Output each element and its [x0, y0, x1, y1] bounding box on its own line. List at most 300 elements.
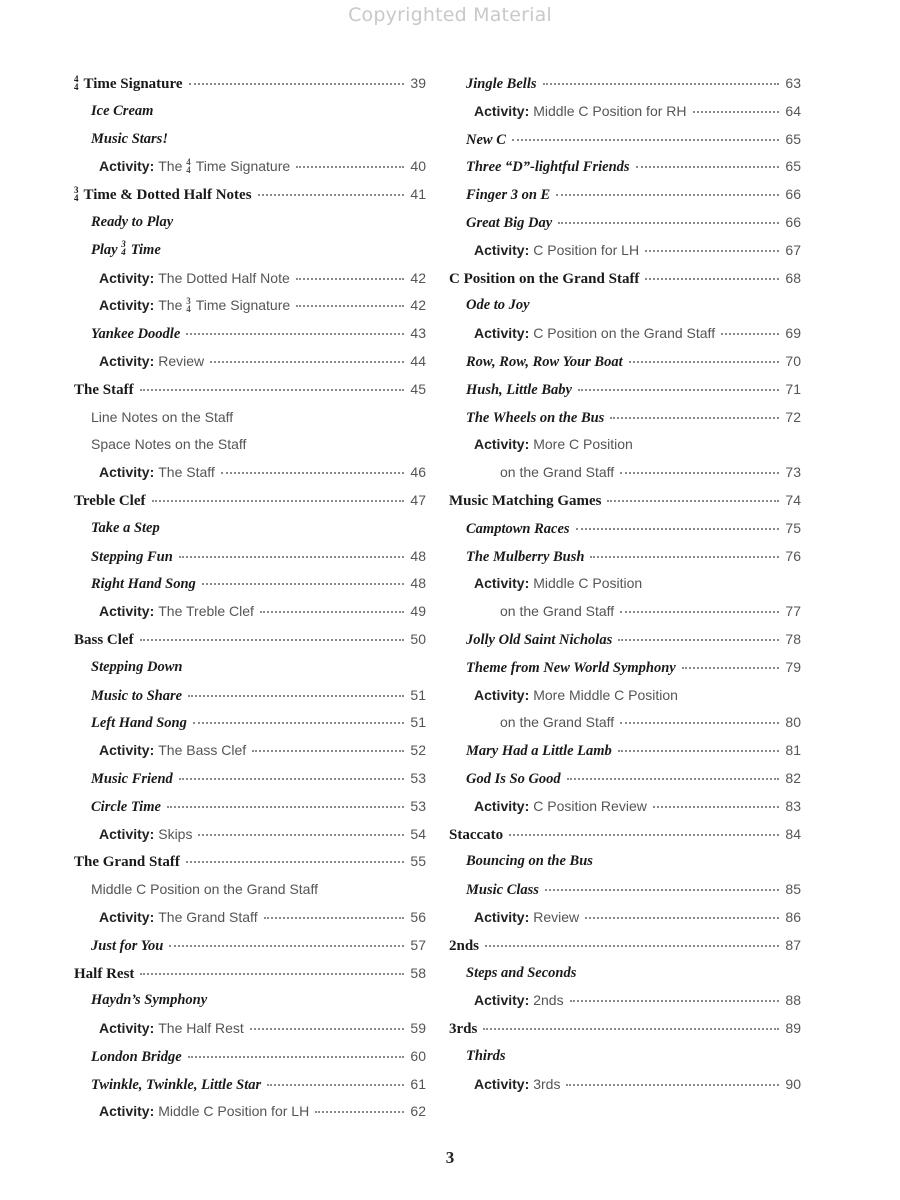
toc-page-number: 53 — [410, 769, 426, 786]
toc-entry[interactable] — [449, 103, 801, 131]
time-signature-bottom: 4 — [74, 81, 79, 92]
copyright-watermark: Copyrighted Material — [348, 4, 552, 26]
toc-entry[interactable] — [449, 881, 801, 909]
time-signature-icon — [74, 186, 79, 202]
toc-entry[interactable] — [449, 186, 801, 214]
toc-entry[interactable] — [449, 770, 801, 798]
toc-entry[interactable] — [449, 270, 801, 298]
toc-entry[interactable] — [74, 714, 426, 742]
toc-entry[interactable] — [74, 1020, 426, 1048]
toc-page-number: 46 — [410, 464, 426, 481]
activity-label: Activity: — [474, 241, 530, 258]
dot-leader — [296, 278, 405, 280]
dot-leader — [618, 750, 780, 752]
dot-leader — [590, 556, 779, 558]
toc-entry[interactable] — [449, 714, 801, 742]
title-text: Mary Had a Little Lamb — [466, 743, 612, 760]
activity-label: Activity: — [474, 102, 530, 119]
title-text: God Is So Good — [466, 770, 561, 787]
toc-entry[interactable] — [74, 742, 426, 770]
title-text: London Bridge — [91, 1048, 182, 1065]
activity-label: Activity: — [99, 269, 155, 286]
toc-page-number: 60 — [410, 1047, 426, 1064]
toc-entry-title — [91, 409, 233, 425]
toc-page-number: 85 — [785, 881, 801, 898]
title-text: Take a Step — [91, 519, 160, 536]
title-text: Music Friend — [91, 770, 173, 787]
title-text: Ice Cream — [91, 102, 154, 119]
toc-entry[interactable] — [74, 798, 426, 826]
toc-page-number: 54 — [410, 825, 426, 842]
dot-leader — [620, 472, 779, 474]
toc-entry[interactable] — [74, 325, 426, 353]
dot-leader — [189, 83, 405, 85]
dot-leader — [193, 722, 405, 724]
toc-entry-title — [74, 184, 252, 204]
dot-leader — [140, 973, 404, 975]
toc-page-number: 72 — [785, 408, 801, 425]
toc-entry[interactable] — [74, 520, 426, 548]
toc-page-number: 80 — [785, 714, 801, 731]
title-prefix: Play — [91, 241, 118, 258]
toc-entry[interactable] — [449, 937, 801, 965]
toc-entry[interactable] — [74, 575, 426, 603]
toc-entry[interactable] — [74, 239, 426, 270]
toc-page-number: 68 — [785, 269, 801, 286]
toc-entry[interactable] — [74, 631, 426, 659]
toc-entry-title — [474, 798, 647, 814]
activity-label: Activity: — [99, 297, 155, 314]
dot-leader — [169, 945, 404, 947]
dot-leader — [188, 1056, 405, 1058]
toc-entry[interactable] — [74, 548, 426, 576]
toc-entry[interactable] — [74, 409, 426, 437]
toc-entry-title — [74, 73, 183, 93]
dot-leader — [296, 166, 404, 168]
dot-leader — [198, 834, 404, 836]
toc-page-number: 43 — [410, 325, 426, 342]
toc-entry-title — [99, 909, 258, 925]
toc-page-number: 73 — [785, 464, 801, 481]
time-signature-icon — [186, 297, 191, 313]
title-text: Time — [130, 241, 161, 258]
title-text: Music Class — [466, 882, 539, 899]
toc-page-number: 44 — [410, 352, 426, 369]
title-text: on the Grand Staff — [500, 714, 615, 731]
dot-leader — [260, 611, 404, 613]
toc-page-number: 42 — [410, 269, 426, 286]
toc-page-number: 52 — [410, 742, 426, 759]
title-text: Theme from New World Symphony — [466, 659, 676, 676]
title-text: Space Notes on the Staff — [91, 436, 247, 453]
activity-label: Activity: — [474, 1075, 530, 1092]
dot-leader — [315, 1111, 404, 1113]
toc-page-number: 67 — [785, 241, 801, 258]
toc-entry-title — [466, 521, 570, 538]
title-text: Treble Clef — [74, 492, 146, 509]
activity-label: Activity: — [99, 742, 155, 759]
dot-leader — [567, 778, 780, 780]
toc-entry-title — [500, 714, 614, 730]
toc-page-number: 82 — [785, 769, 801, 786]
toc-entry[interactable] — [449, 492, 801, 520]
dot-leader — [558, 222, 779, 224]
toc-entry[interactable] — [74, 158, 426, 186]
title-text: Stepping Down — [91, 658, 183, 675]
time-signature-icon — [121, 240, 126, 256]
toc-page-number: 87 — [785, 936, 801, 953]
title-text: Just for You — [91, 937, 164, 954]
toc-entry[interactable] — [449, 853, 801, 881]
toc-entry[interactable] — [74, 214, 426, 242]
toc-entry[interactable] — [449, 631, 801, 659]
toc-entry-title — [91, 131, 168, 148]
dot-leader — [620, 611, 779, 613]
toc-entry-title — [91, 688, 182, 705]
title-text: C Position for LH — [533, 241, 640, 258]
activity-label: Activity: — [99, 464, 155, 481]
dot-leader — [645, 278, 779, 280]
title-text: Time Signature — [83, 76, 183, 92]
toc-entry[interactable] — [449, 548, 801, 576]
toc-entry-title — [466, 965, 576, 982]
title-text: More C Position — [533, 436, 633, 453]
toc-entry[interactable] — [449, 520, 801, 548]
toc-page-number: 42 — [410, 297, 426, 314]
time-signature-icon — [186, 158, 191, 174]
dot-leader — [258, 194, 405, 196]
title-text: The Mulberry Bush — [466, 548, 585, 565]
toc-page-number: 63 — [785, 75, 801, 91]
toc-page-number: 41 — [410, 186, 426, 203]
toc-page-number: 64 — [785, 102, 801, 119]
title-text: Stepping Fun — [91, 548, 173, 565]
title-text: Staccato — [449, 826, 504, 843]
toc-entry-title — [91, 520, 160, 537]
toc-entry-title — [99, 826, 192, 842]
title-text: Review — [533, 908, 580, 925]
toc-entry[interactable] — [74, 1048, 426, 1076]
dot-leader — [188, 695, 404, 697]
toc-entry[interactable] — [449, 1048, 801, 1076]
dot-leader — [585, 917, 779, 919]
toc-entry[interactable] — [74, 1103, 426, 1131]
toc-page-number: 88 — [785, 992, 801, 1009]
toc-page-number: 84 — [785, 825, 801, 842]
dot-leader — [167, 806, 404, 808]
toc-page-number: 74 — [785, 491, 801, 508]
toc-entry[interactable] — [449, 75, 801, 103]
title-text: Middle C Position for RH — [533, 102, 687, 119]
title-text: on the Grand Staff — [500, 464, 615, 481]
toc-entry-title — [91, 771, 173, 788]
toc-page-number: 51 — [410, 714, 426, 731]
toc-entry[interactable] — [449, 297, 801, 325]
toc-entry[interactable] — [449, 436, 801, 464]
toc-entry-title — [99, 603, 254, 619]
title-text: New C — [466, 131, 506, 148]
toc-entry-title — [99, 297, 290, 314]
toc-entry-title — [74, 854, 180, 871]
toc-entry[interactable] — [74, 603, 426, 631]
title-text: Left Hand Song — [91, 715, 187, 732]
toc-page-number: 76 — [785, 547, 801, 564]
toc-entry-title — [449, 938, 479, 955]
toc-entry[interactable] — [74, 909, 426, 937]
toc-entry[interactable] — [74, 353, 426, 381]
time-signature-bottom: 4 — [186, 303, 191, 314]
toc-entry[interactable] — [449, 353, 801, 381]
title-text: The Wheels on the Bus — [466, 409, 605, 426]
dot-leader — [682, 667, 780, 669]
title-text: Review — [158, 352, 205, 369]
dot-leader — [202, 583, 405, 585]
toc-entry[interactable] — [74, 965, 426, 993]
toc-entry[interactable] — [74, 937, 426, 965]
toc-entry[interactable] — [449, 826, 801, 854]
dot-leader — [556, 194, 779, 196]
toc-entry-title — [466, 549, 584, 566]
toc-page-number: 89 — [785, 1020, 801, 1037]
toc-entry-title — [466, 853, 593, 870]
toc-page-number: 66 — [785, 213, 801, 230]
toc-entry-title — [474, 909, 579, 925]
toc-entry[interactable] — [449, 965, 801, 993]
dot-leader — [721, 333, 779, 335]
title-text: The Half Rest — [158, 1020, 244, 1037]
title-text: Steps and Seconds — [466, 964, 577, 981]
toc-page-number: 90 — [785, 1075, 801, 1092]
activity-label: Activity: — [99, 158, 155, 175]
toc-entry-title — [91, 938, 163, 955]
toc-entry[interactable] — [449, 1020, 801, 1048]
toc-entry-title — [449, 1021, 477, 1038]
toc-entry[interactable] — [74, 687, 426, 715]
title-text: Circle Time — [91, 798, 161, 815]
toc-entry[interactable] — [74, 270, 426, 298]
toc-entry-title — [74, 493, 146, 510]
dot-leader — [512, 139, 780, 141]
toc-entry-title — [466, 632, 612, 649]
toc-entry[interactable] — [74, 464, 426, 492]
toc-page-number: 39 — [410, 75, 426, 91]
title-text: Bouncing on the Bus — [466, 853, 593, 870]
toc-entry-title — [500, 603, 614, 619]
toc-entry[interactable] — [74, 853, 426, 881]
toc-page-number: 65 — [785, 158, 801, 175]
toc-entry[interactable] — [74, 186, 426, 214]
toc-entry-title — [466, 743, 612, 760]
toc-page-number: 77 — [785, 603, 801, 620]
activity-label: Activity: — [99, 1020, 155, 1037]
toc-entry[interactable] — [74, 492, 426, 520]
toc-page-number: 48 — [410, 547, 426, 564]
title-text: 2nds — [533, 992, 564, 1009]
dot-leader — [267, 1084, 404, 1086]
title-prefix: The — [158, 158, 183, 175]
toc-page-number: 56 — [410, 908, 426, 925]
activity-label: Activity: — [474, 575, 530, 592]
dot-leader — [645, 250, 779, 252]
toc-entry-title — [474, 992, 564, 1008]
toc-entry-title — [466, 76, 537, 93]
toc-page-number: 51 — [410, 686, 426, 703]
time-signature-top: 4 — [186, 156, 191, 167]
activity-label: Activity: — [474, 325, 530, 342]
dot-leader — [610, 417, 779, 419]
toc-page-number: 48 — [410, 575, 426, 592]
toc-entry[interactable] — [74, 826, 426, 854]
title-text: Half Rest — [74, 965, 135, 982]
toc-entry-title — [99, 1103, 309, 1119]
time-signature-top: 3 — [121, 239, 126, 250]
title-text: 3rds — [449, 1021, 478, 1038]
toc-entry[interactable] — [449, 575, 801, 603]
toc-entry[interactable] — [74, 297, 426, 325]
toc-entry[interactable] — [449, 603, 801, 631]
title-text: Thirds — [466, 1047, 506, 1064]
toc-entry-title — [466, 187, 550, 204]
toc-entry-title — [500, 464, 614, 480]
title-text: Skips — [158, 825, 193, 842]
toc-entry[interactable] — [449, 381, 801, 409]
dot-leader — [221, 472, 405, 474]
dot-leader — [543, 83, 780, 85]
toc-entry-title — [466, 354, 623, 371]
dot-leader — [250, 1028, 405, 1030]
toc-entry[interactable] — [74, 992, 426, 1020]
dot-leader — [264, 917, 405, 919]
toc-entry[interactable] — [449, 158, 801, 186]
time-signature-top: 3 — [74, 184, 79, 195]
title-text: Three “D”-lightful Friends — [466, 159, 630, 176]
dot-leader — [179, 556, 405, 558]
toc-entry[interactable] — [449, 242, 801, 270]
dot-leader — [578, 389, 779, 391]
toc-page-number: 65 — [785, 130, 801, 147]
toc-entry[interactable] — [449, 464, 801, 492]
toc-page-number: 83 — [785, 797, 801, 814]
dot-leader — [483, 1028, 779, 1030]
toc-entry-title — [474, 436, 633, 452]
toc-entry-title — [91, 1077, 261, 1094]
dot-leader — [509, 834, 779, 836]
toc-entry[interactable] — [74, 1076, 426, 1104]
toc-entry[interactable] — [449, 214, 801, 242]
dot-leader — [620, 722, 779, 724]
toc-entry[interactable] — [449, 325, 801, 353]
dot-leader — [576, 528, 780, 530]
title-text: Yankee Doodle — [91, 326, 181, 343]
toc-entry-title — [91, 881, 318, 897]
activity-label: Activity: — [99, 1103, 155, 1120]
toc-entry[interactable] — [449, 798, 801, 826]
activity-label: Activity: — [99, 352, 155, 369]
title-text: Haydn’s Symphony — [91, 992, 208, 1009]
toc-entry[interactable] — [449, 659, 801, 687]
title-text: C Position on the Grand Staff — [449, 270, 640, 287]
toc-entry-title — [99, 742, 246, 758]
toc-entry-title — [474, 575, 642, 591]
dot-leader — [653, 806, 780, 808]
toc-entry-title — [99, 353, 204, 369]
toc-entry-title — [466, 159, 630, 176]
activity-label: Activity: — [474, 992, 530, 1009]
title-text: The Dotted Half Note — [158, 269, 290, 286]
title-text: 2nds — [449, 937, 480, 954]
toc-entry[interactable] — [74, 381, 426, 409]
toc-entry[interactable] — [74, 436, 426, 464]
dot-leader — [618, 639, 779, 641]
dot-leader — [629, 361, 780, 363]
toc-entry[interactable] — [74, 881, 426, 909]
toc-entry-title — [466, 771, 561, 788]
toc-entry-title — [74, 966, 134, 983]
title-text: Music to Share — [91, 687, 183, 704]
time-signature-bottom: 4 — [121, 247, 126, 258]
toc-page-number: 79 — [785, 658, 801, 675]
toc-entry-title — [466, 1048, 506, 1065]
title-text: Time & Dotted Half Notes — [83, 187, 252, 204]
activity-label: Activity: — [99, 825, 155, 842]
title-text: on the Grand Staff — [500, 603, 615, 620]
toc-entry[interactable] — [449, 742, 801, 770]
toc-page-number: 78 — [785, 630, 801, 647]
toc-entry-title — [91, 549, 173, 566]
toc-entry-title — [91, 436, 246, 452]
title-text: Middle C Position — [533, 575, 643, 592]
title-text: Bass Clef — [74, 631, 134, 648]
title-text: The Treble Clef — [158, 603, 254, 620]
toc-entry[interactable] — [449, 687, 801, 715]
dot-leader — [570, 1000, 780, 1002]
toc-page-number: 47 — [410, 491, 426, 508]
toc-entry-title — [91, 1049, 182, 1066]
dot-leader — [566, 1084, 779, 1086]
title-text: C Position Review — [533, 797, 647, 814]
toc-entry-title — [99, 1020, 244, 1036]
toc-page-number: 61 — [410, 1075, 426, 1092]
title-text: Music Stars! — [91, 130, 168, 147]
toc-entry[interactable] — [449, 992, 801, 1020]
toc-entry[interactable] — [449, 131, 801, 159]
toc-entry-title — [466, 382, 572, 399]
toc-entry[interactable] — [449, 1076, 801, 1104]
time-signature-bottom: 4 — [74, 192, 79, 203]
toc-entry-title — [99, 270, 290, 286]
toc-entry-title — [474, 687, 678, 703]
activity-label: Activity: — [99, 603, 155, 620]
title-text: Middle C Position on the Grand Staff — [91, 881, 318, 898]
toc-entry[interactable] — [74, 103, 426, 131]
title-text: The Bass Clef — [158, 742, 247, 759]
toc-entry-title — [91, 214, 173, 231]
title-text: Jingle Bells — [466, 76, 537, 92]
toc-entry[interactable] — [449, 909, 801, 937]
title-text: Ready to Play — [91, 213, 174, 230]
dot-leader — [186, 333, 404, 335]
toc-entry[interactable] — [74, 75, 426, 103]
toc-entry[interactable] — [449, 409, 801, 437]
dot-leader — [252, 750, 404, 752]
time-signature-bottom: 4 — [186, 164, 191, 175]
toc-entry[interactable] — [74, 659, 426, 687]
dot-leader — [636, 166, 780, 168]
dot-leader — [186, 861, 405, 863]
toc-entry[interactable] — [74, 131, 426, 159]
time-signature-top: 3 — [186, 295, 191, 306]
toc-entry[interactable] — [74, 770, 426, 798]
